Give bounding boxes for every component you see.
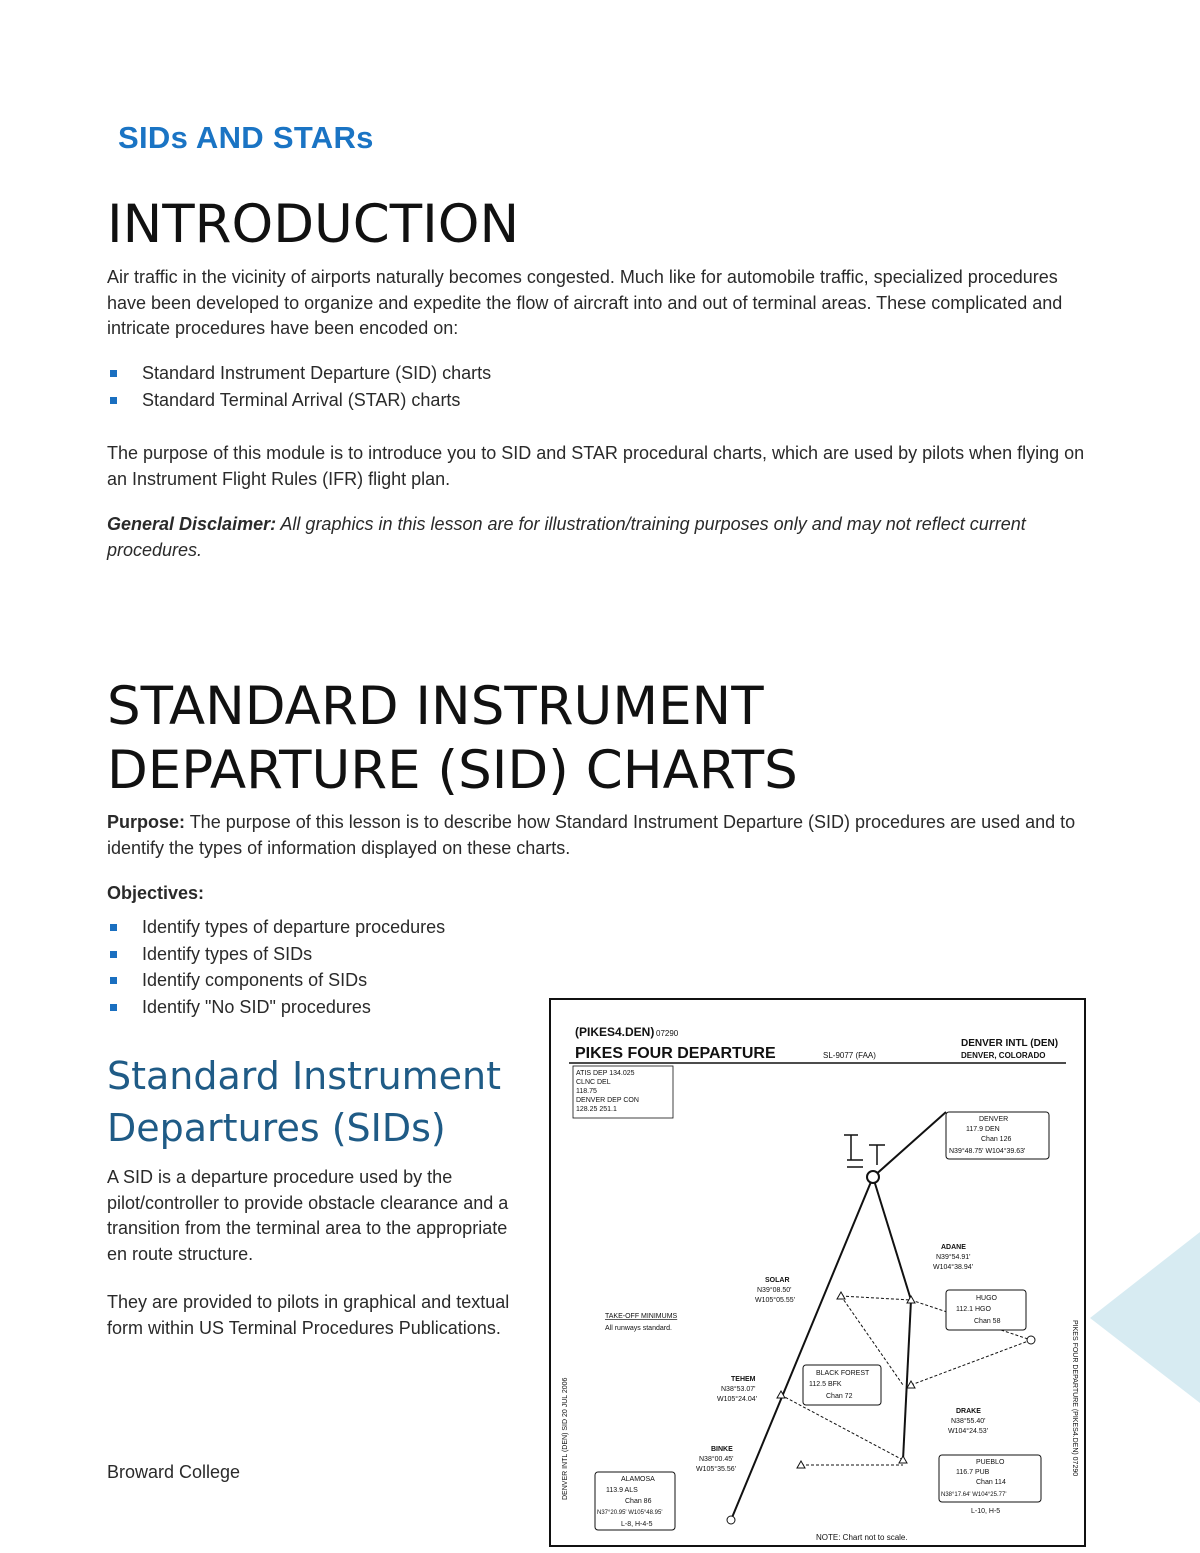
svg-text:DENVER: DENVER <box>979 1116 1009 1123</box>
svg-text:118.75: 118.75 <box>576 1088 597 1095</box>
svg-text:N38°00.45': N38°00.45' <box>699 1456 734 1463</box>
svg-text:W105°24.04': W105°24.04' <box>717 1396 757 1403</box>
svg-text:HUGO: HUGO <box>976 1295 997 1302</box>
svg-text:Chan 126: Chan 126 <box>981 1136 1012 1143</box>
disclaimer <box>107 512 1067 563</box>
bullet-icon <box>110 977 117 984</box>
svg-text:113.9 ALS: 113.9 ALS <box>606 1487 638 1494</box>
svg-text:ATIS DEP 134.025: ATIS DEP 134.025 <box>576 1070 635 1077</box>
sid-subheading: Standard Instrument Departures (SIDs) <box>107 1054 502 1150</box>
svg-text:117.9 DEN: 117.9 DEN <box>966 1126 1000 1133</box>
bullet-icon <box>110 951 117 958</box>
svg-text:L-10, H-5: L-10, H-5 <box>971 1508 1001 1515</box>
svg-text:TEHEM: TEHEM <box>731 1376 756 1383</box>
svg-text:116.7 PUB: 116.7 PUB <box>956 1469 990 1476</box>
svg-text:128.25 251.1: 128.25 251.1 <box>576 1106 617 1113</box>
chart-city: DENVER, COLORADO <box>961 1051 1046 1060</box>
chart-code: (PIKES4.DEN) <box>575 1025 655 1039</box>
svg-text:N38°17.64' W104°25.77': N38°17.64' W104°25.77' <box>941 1492 1007 1498</box>
disclaimer-text: All graphics in this lesson are for illustration/training purposes only and may not reflect current procedures. <box>107 514 1026 560</box>
list-item: Identify types of SIDs <box>107 941 527 968</box>
svg-text:CLNC DEL: CLNC DEL <box>576 1079 611 1086</box>
svg-text:All runways standard.: All runways standard. <box>605 1325 672 1332</box>
svg-text:ADANE: ADANE <box>941 1244 966 1251</box>
chart-code-suffix: 07290 <box>656 1029 679 1038</box>
intro-bullet-list <box>107 360 807 413</box>
fix-drake <box>948 1408 988 1435</box>
svg-text:W104°24.53': W104°24.53' <box>948 1428 988 1435</box>
svg-text:N39°48.75' W104°39.63': N39°48.75' W104°39.63' <box>949 1148 1026 1155</box>
intro-paragraph: Air traffic in the vicinity of airports naturally becomes congested. Much like for automobile traffic, specialized procedures have been developed to organize and expedite the flow of aircraft into and out of terminal areas. These complicated and intricate procedures have been encoded on: <box>107 267 1063 338</box>
list-item: Standard Instrument Departure (SID) charts <box>107 360 807 387</box>
fix-tehem <box>717 1376 757 1403</box>
fix-binke <box>696 1446 736 1473</box>
svg-text:112.5 BFK: 112.5 BFK <box>809 1381 842 1388</box>
intro-heading: INTRODUCTION <box>107 194 520 255</box>
objectives-label: Objectives: <box>107 883 205 903</box>
airport-icon <box>844 1135 885 1183</box>
chart-sl: SL-9077 (FAA) <box>823 1051 876 1060</box>
bullet-icon <box>110 397 117 404</box>
svg-text:N38°55.40': N38°55.40' <box>951 1418 986 1425</box>
svg-text:PUEBLO: PUEBLO <box>976 1459 1005 1466</box>
bullet-icon <box>110 370 117 377</box>
svg-text:ALAMOSA: ALAMOSA <box>621 1476 655 1483</box>
svg-text:W104°38.94': W104°38.94' <box>933 1264 973 1271</box>
svg-text:Chan 86: Chan 86 <box>625 1498 652 1505</box>
sid-purpose <box>107 810 1082 861</box>
objectives-list <box>107 914 527 1020</box>
svg-text:Chan 72: Chan 72 <box>826 1393 853 1400</box>
chart-drawing <box>551 1000 1084 1545</box>
svg-text:W105°35.56': W105°35.56' <box>696 1466 736 1473</box>
route-lines <box>731 1112 946 1520</box>
footer: Broward College <box>107 1462 241 1482</box>
svg-text:W105°05.55': W105°05.55' <box>755 1297 795 1304</box>
svg-text:Chan 58: Chan 58 <box>974 1318 1001 1325</box>
chart-note: NOTE: Chart not to scale. <box>816 1533 908 1542</box>
bullet-icon <box>110 924 117 931</box>
takeoff-minimums <box>605 1313 678 1332</box>
svg-text:TAKE-OFF MINIMUMS: TAKE-OFF MINIMUMS <box>605 1313 678 1320</box>
side-text-left: DENVER INTL (DEN) SID 20 JUL 2006 <box>562 1377 569 1500</box>
svg-text:N37°20.95' W105°48.95': N37°20.95' W105°48.95' <box>597 1510 663 1516</box>
svg-text:BINKE: BINKE <box>711 1446 733 1453</box>
svg-text:DENVER DEP CON: DENVER DEP CON <box>576 1097 639 1104</box>
svg-text:N39°54.91': N39°54.91' <box>936 1254 971 1261</box>
fix-solar <box>755 1277 795 1304</box>
list-item: Identify components of SIDs <box>107 967 527 994</box>
purpose-label: Purpose: <box>107 812 186 832</box>
chart-airport: DENVER INTL (DEN) <box>961 1038 1059 1049</box>
svg-text:N39°08.50': N39°08.50' <box>757 1287 792 1294</box>
module-purpose-paragraph: The purpose of this module is to introduce you to SID and STAR procedural charts, which are used by pilots when flying on an Instrument Flight Rules (IFR) flight plan. <box>107 443 1085 489</box>
purpose-text: The purpose of this lesson is to describe how Standard Instrument Departure (SID) procedures are used and to identify the types of information displayed on these charts. <box>107 812 1076 858</box>
list-item: Identify types of departure procedures <box>107 914 527 941</box>
course-title: SIDs AND STARs <box>118 120 374 155</box>
svg-text:N38°53.07': N38°53.07' <box>721 1386 756 1393</box>
side-text-right: PIKES FOUR DEPARTURE (PIKES4.DEN) 07290 <box>1071 1320 1078 1477</box>
list-item: Identify "No SID" procedures <box>107 994 527 1021</box>
sid-heading: STANDARD INSTRUMENT DEPARTURE (SID) CHARTS <box>107 676 798 801</box>
svg-text:Chan 114: Chan 114 <box>976 1479 1006 1486</box>
sid-definition-paragraph: A SID is a departure procedure used by the pilot/controller to provide obstacle clearance and a transition from the terminal area to the appropriate en route structure. <box>107 1167 509 1264</box>
chart-title: PIKES FOUR DEPARTURE <box>575 1045 776 1062</box>
list-item: Standard Terminal Arrival (STAR) charts <box>107 387 807 414</box>
svg-text:L-8, H-4-5: L-8, H-4-5 <box>621 1521 653 1528</box>
svg-text:DRAKE: DRAKE <box>956 1408 981 1415</box>
svg-text:SOLAR: SOLAR <box>765 1277 790 1284</box>
bullet-icon <box>110 1004 117 1011</box>
fix-adane <box>933 1244 973 1271</box>
svg-text:112.1 HGO: 112.1 HGO <box>956 1306 991 1313</box>
svg-text:BLACK FOREST: BLACK FOREST <box>816 1370 870 1377</box>
disclaimer-label: General Disclaimer: <box>107 514 277 534</box>
pikes-four-departure-chart <box>549 998 1086 1547</box>
sid-publication-paragraph: They are provided to pilots in graphical and textual form within US Terminal Procedures Publications. <box>107 1292 510 1338</box>
